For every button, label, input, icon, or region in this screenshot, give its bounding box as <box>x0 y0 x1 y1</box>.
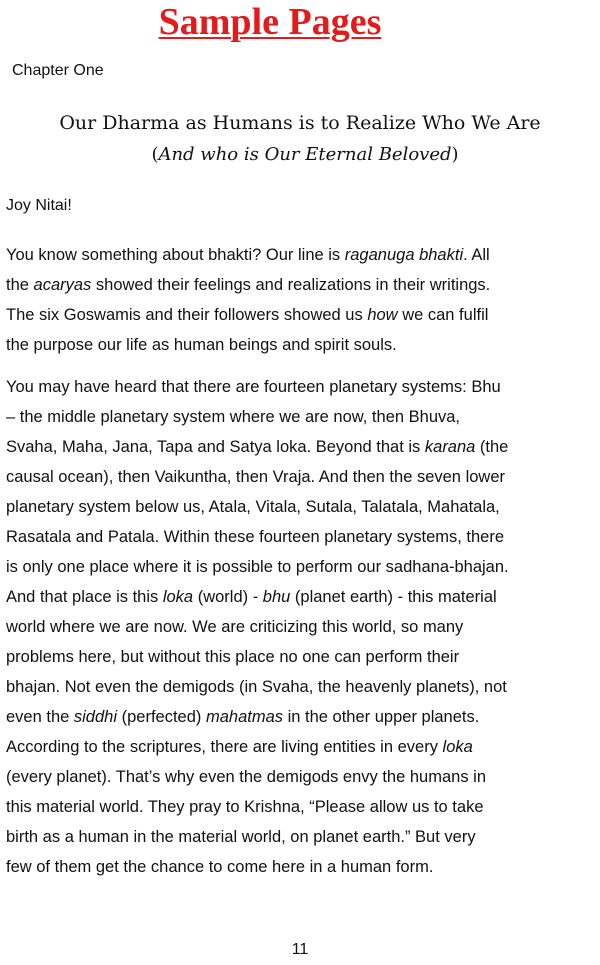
text-run: (the <box>475 438 509 456</box>
italic-term: acaryas <box>33 276 92 294</box>
text-run: Svaha, Maha, Jana, Tapa and Satya loka. Beyond that is <box>6 438 425 456</box>
text-run: (every planet). That’s why even the demigods envy the humans in <box>6 768 486 786</box>
greeting: Joy Nitai! <box>6 197 72 214</box>
text-run: showed their feelings and realizations in their writings. <box>91 276 491 294</box>
italic-term: bhu <box>262 588 291 606</box>
text-run: world where we are now. We are criticizing this world, so many <box>6 618 464 636</box>
text-line <box>6 672 596 702</box>
subtitle-open-paren: ( <box>151 144 159 165</box>
page-number: 11 <box>291 941 309 958</box>
text-run: bhajan. Not even the demigods (in Svaha, the heavenly planets), not <box>6 678 507 696</box>
chapter-title: Our Dharma as Humans is to Realize Who We Are <box>59 112 541 134</box>
text-run: the purpose our life as human beings and spirit souls. <box>6 336 397 354</box>
text-line <box>6 762 596 792</box>
italic-term: mahatmas <box>205 708 284 726</box>
text-line <box>6 270 596 300</box>
text-run: we can fulfil <box>397 306 489 324</box>
text-line <box>6 822 596 852</box>
text-run: You may have heard that there are fourteen planetary systems: Bhu <box>6 378 501 396</box>
text-run: is only one place where it is possible to perform our sadhana-bhajan. <box>6 558 509 576</box>
text-line <box>6 522 596 552</box>
text-run: planetary system below us, Atala, Vitala, Sutala, Talatala, Mahatala, <box>6 498 500 516</box>
text-line <box>6 432 596 462</box>
text-run: The six Goswamis and their followers showed us <box>6 306 368 324</box>
italic-term: raganuga bhakti <box>344 246 464 264</box>
text-run: You know something about bhakti? Our line is <box>6 246 345 264</box>
text-line <box>6 330 596 360</box>
text-run: (perfected) <box>117 708 206 726</box>
text-line <box>6 300 596 330</box>
paragraph-2 <box>6 372 596 882</box>
banner-text: Sample Pages <box>158 1 382 43</box>
text-run: (planet earth) - this material <box>290 588 497 606</box>
text-run: birth as a human in the material world, on planet earth.” But very <box>6 828 476 846</box>
text-run: even the <box>6 708 74 726</box>
text-line <box>6 462 596 492</box>
italic-term: how <box>367 306 398 324</box>
text-run: . All <box>463 246 490 264</box>
text-line <box>6 702 596 732</box>
subtitle-text: And who is Our Eternal Beloved <box>158 144 452 165</box>
text-line <box>6 642 596 672</box>
text-run: – the middle planetary system where we are now, then Bhuva, <box>6 408 460 426</box>
chapter-label: Chapter One <box>12 62 104 79</box>
text-run: problems here, but without this place no one can perform their <box>6 648 460 666</box>
text-line <box>6 552 596 582</box>
text-line <box>6 372 596 402</box>
subtitle-close-paren: ) <box>451 144 459 165</box>
text-run: few of them get the chance to come here in a human form. <box>6 858 434 876</box>
text-line <box>6 732 596 762</box>
italic-term: karana <box>424 438 476 456</box>
text-line <box>6 492 596 522</box>
italic-term: loka <box>162 588 194 606</box>
text-line <box>6 240 596 270</box>
text-line <box>6 402 596 432</box>
text-line <box>6 792 596 822</box>
sample-pages-banner <box>0 0 540 44</box>
text-run: (world) - <box>193 588 263 606</box>
chapter-subtitle <box>0 142 600 168</box>
text-line <box>6 612 596 642</box>
text-line <box>6 582 596 612</box>
text-run: in the other upper planets. <box>283 708 480 726</box>
text-run: causal ocean), then Vaikuntha, then Vraja. And then the seven lower <box>6 468 505 486</box>
text-run: this material world. They pray to Krishna, “Please allow us to take <box>6 798 484 816</box>
text-line <box>6 852 596 882</box>
italic-term: siddhi <box>73 708 118 726</box>
paragraph-1 <box>6 240 596 360</box>
text-run: the <box>6 276 34 294</box>
italic-term: loka <box>442 738 473 756</box>
text-run: Rasatala and Patala. Within these fourteen planetary systems, there <box>6 528 505 546</box>
text-run: According to the scriptures, there are living entities in every <box>6 738 443 756</box>
text-run: And that place is this <box>6 588 163 606</box>
